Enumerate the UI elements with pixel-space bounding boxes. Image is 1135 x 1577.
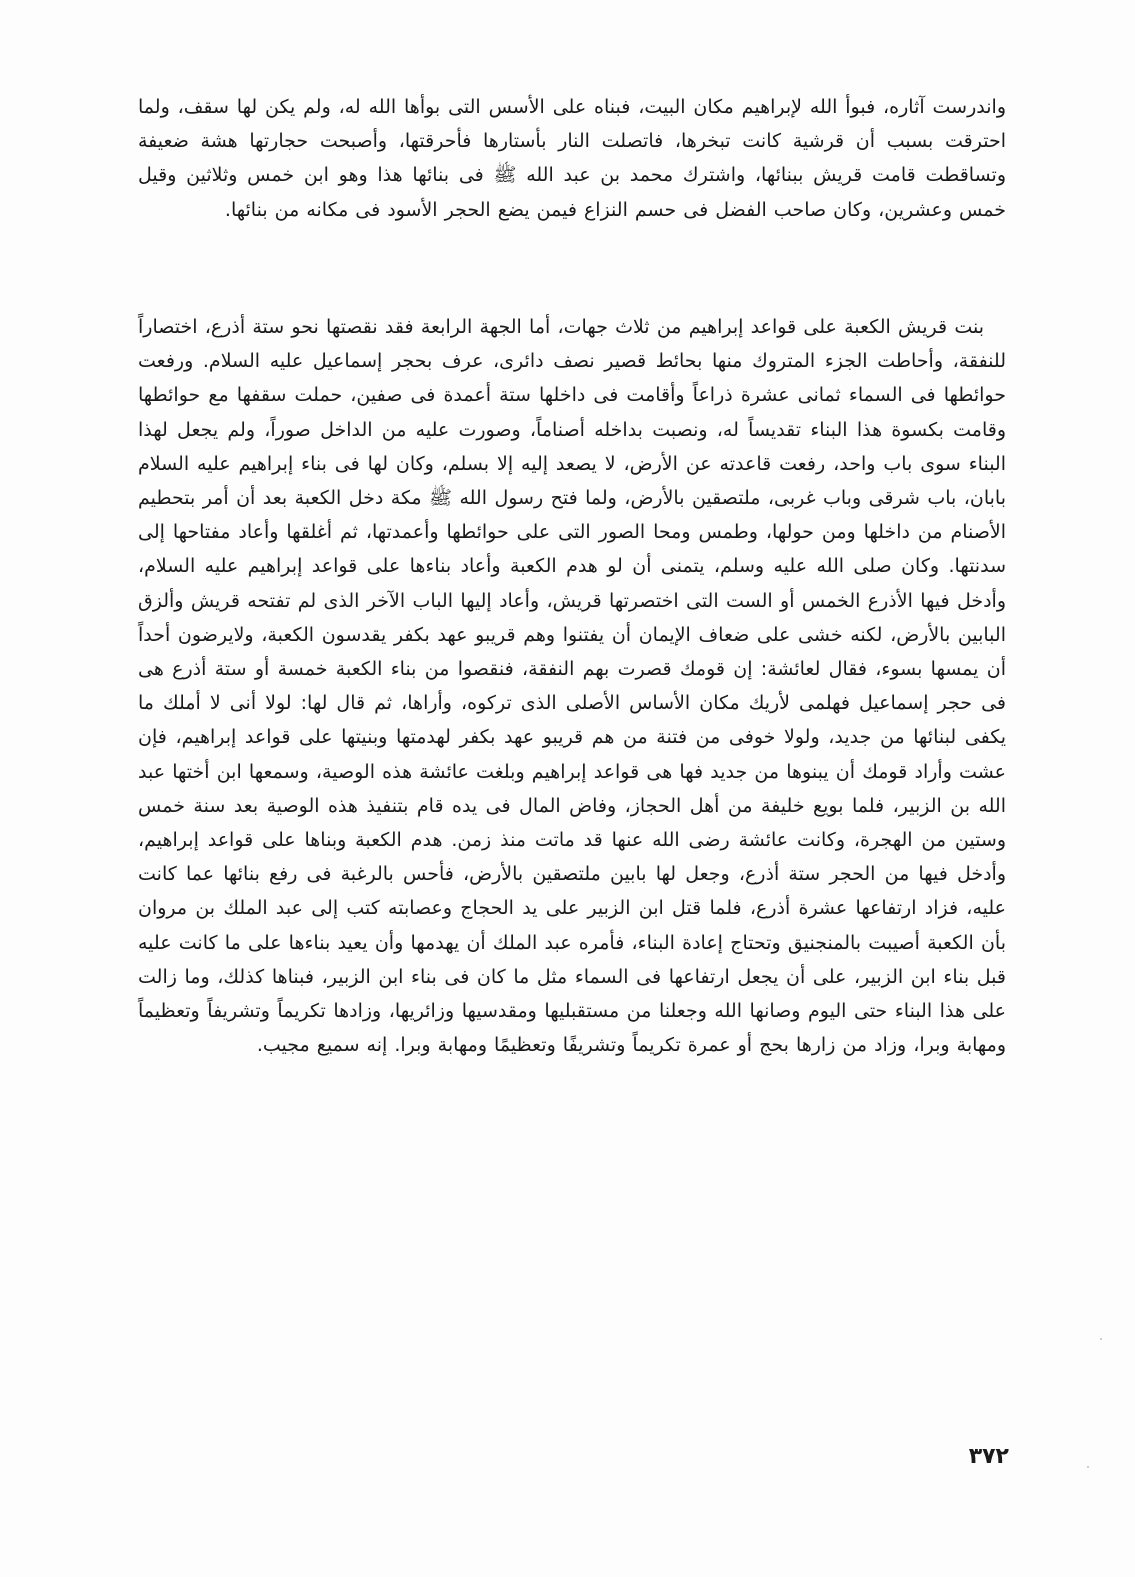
paragraph-2 <box>138 310 1006 1062</box>
page-number: ٣٧٢ <box>968 1444 1009 1469</box>
paragraph-1-text: واندرست آثاره، فبوأ الله لإبراهيم مكان البيت، فبناه على الأسس التى بوأها الله له، ولم يكن لها سقف، ولما احترقت بسبب أن قرشية كانت تبخرها، فاتصلت النار بأستارها فأحرقتها، وأصبحت حجارتها هشة ضعيفة وتساقطت قامت قريش ببنائها، واشترك محمد بن عبد الله ﷺ فى بنائها هذا وهو ابن خمس وثلاثين وقيل خمس وعشرين، وكان صاحب الفضل فى حسم النزاع فيمن يضع الحجر الأسود فى مكانه من بنائها. <box>138 96 1006 221</box>
scan-speck <box>1087 1466 1089 1468</box>
scan-speck <box>1100 1338 1102 1340</box>
paragraph-1 <box>138 90 1006 227</box>
paragraph-2-text: بنت قريش الكعبة على قواعد إبراهيم من ثلاث جهات، أما الجهة الرابعة فقد نقصتها نحو ستة أذرع، اختصاراً للنفقة، وأحاطت الجزء المتروك منها بحائط قصير نصف دائرى، عرف بحجر إسماعيل عليه السلام. ورفعت حوائطها فى السماء ثمانى عشرة ذراعاً وأقامت فى داخلها ستة أعمدة فى صفين، حملت سقفها مع حوائطها وقامت بكسوة هذا البناء تقديساً له، ونصبت بداخله أصناماً، وصورت عليه من الداخل صوراً، ولم يجعل لهذا البناء سوى باب واحد، رفعت قاعدته عن الأرض، لا يصعد إليه إلا بسلم، وكان لها فى بناء إبراهيم عليه السلام بابان، باب شرقى وباب غربى، ملتصقين بالأرض، ولما فتح رسول الله ﷺ مكة دخل الكعبة بعد أن أمر بتحطيم الأصنام من داخلها ومن حولها، وطمس ومحا الصور التى على حوائطها وأعمدتها، ثم أغلقها وأعاد مفتاحها إلى سدنتها. وكان صلى الله عليه وسلم، يتمنى أن لو هدم الكعبة وأعاد بناءها على قواعد إبراهيم عليه السلام، وأدخل فيها الأذرع الخمس أو الست التى اختصرتها قريش، وأعاد إليها الباب الآخر الذى لم تفتحه قريش وألزق البابين بالأرض، لكنه خشى على ضعاف الإيمان أن يفتنوا وهم قريبو عهد بكفر يقدسون الكعبة، ولايرضون أحداً أن يمسها بسوء، فقال لعائشة: إن قومك قصرت بهم النفقة، فنقصوا من بناء الكعبة خمسة أو ستة أذرع هى فى حجر إسماعيل فهلمى لأريك مكان الأساس الأصلى الذى تركوه، وأراها، ثم قال لها: لولا أنى لا أملك ما يكفى لبنائها من جديد، ولولا خوفى من فتنة من هم قريبو عهد بكفر لهدمتها وبنيتها على قواعد إبراهيم، فإن عشت وأراد قومك أن يبنوها من جديد فها هى قواعد إبراهيم وبلغت عائشة هذه الوصية، وسمعها ابن أختها عبد الله بن الزبير، فلما بويع خليفة من أهل الحجاز، وفاض المال فى يده قام بتنفيذ هذه الوصية بعد سنة خمس وستين من الهجرة، وكانت عائشة رضى الله عنها قد ماتت منذ زمن. هدم الكعبة وبناها على قواعد إبراهيم، وأدخل فيها من الحجر ستة أذرع، وجعل لها بابين ملتصقين بالأرض، فأحس بالرغبة فى رفع بنائها عما كانت عليه، فزاد ارتفاعها عشرة أذرع، فلما قتل ابن الزبير على يد الحجاج وعصابته كتب إلى عبد الملك بن مروان بأن الكعبة أصيبت بالمنجنيق وتحتاج إعادة البناء، فأمره عبد الملك أن يهدمها وأن يعيد بناءها على ما كانت عليه قبل بناء ابن الزبير، على أن يجعل ارتفاعها فى السماء مثل ما كان فى بناء ابن الزبير، فبناها كذلك، وما زالت على هذا البناء حتى اليوم وصانها الله وجعلنا من مستقبليها ومقدسيها وزائريها، وزادها تكريماً وتشريفاً وتعظيماً ومهابة وبرا، وزاد من زارها بحج أو عمرة تكريماً وتشريفًا وتعظيمًا ومهابة وبرا. إنه سميع مجيب. <box>138 316 1006 1057</box>
